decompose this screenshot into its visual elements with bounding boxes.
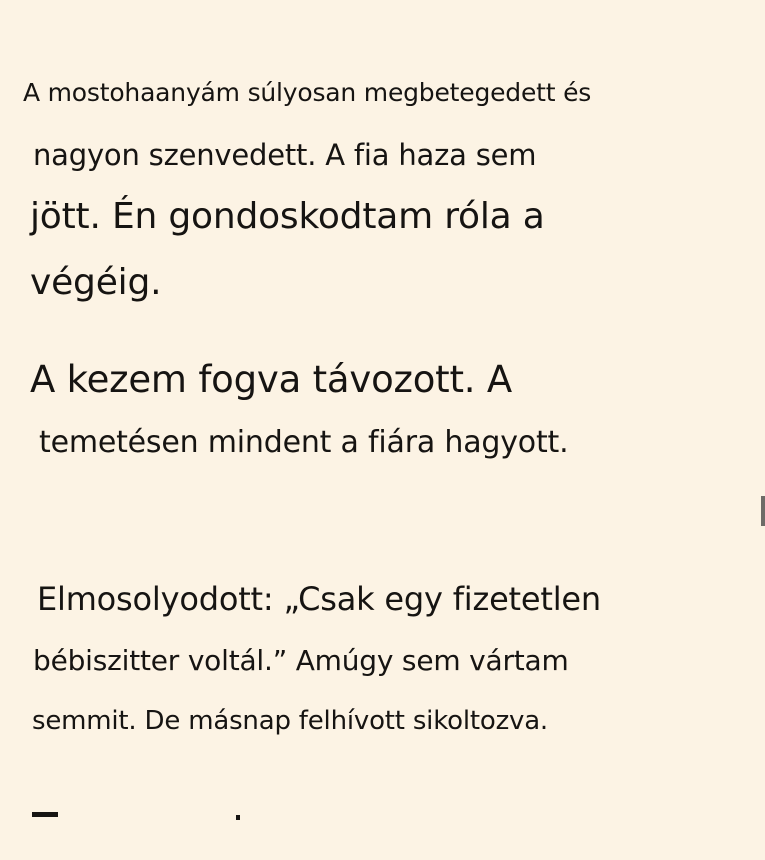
- story-line-2: nagyon szenvedett. A fia haza sem: [33, 138, 537, 172]
- edge-scroll-indicator: [761, 496, 765, 526]
- cut-off-text-dot: [236, 815, 240, 820]
- story-line-3: jött. Én gondoskodtam róla a: [30, 196, 545, 237]
- story-line-6: temetésen mindent a fiára hagyott.: [39, 425, 569, 460]
- story-line-4: végéig.: [30, 262, 162, 303]
- story-line-9: semmit. De másnap felhívott sikoltozva.: [32, 706, 548, 736]
- story-line-7: Elmosolyodott: „Csak egy fizetetlen: [37, 580, 602, 618]
- story-line-8: bébiszitter voltál.” Amúgy sem vártam: [33, 644, 569, 677]
- cut-off-text-fragment: [32, 812, 58, 817]
- story-line-5: A kezem fogva távozott. A: [30, 358, 513, 401]
- story-line-1: A mostohaanyám súlyosan megbetegedett és: [23, 78, 592, 107]
